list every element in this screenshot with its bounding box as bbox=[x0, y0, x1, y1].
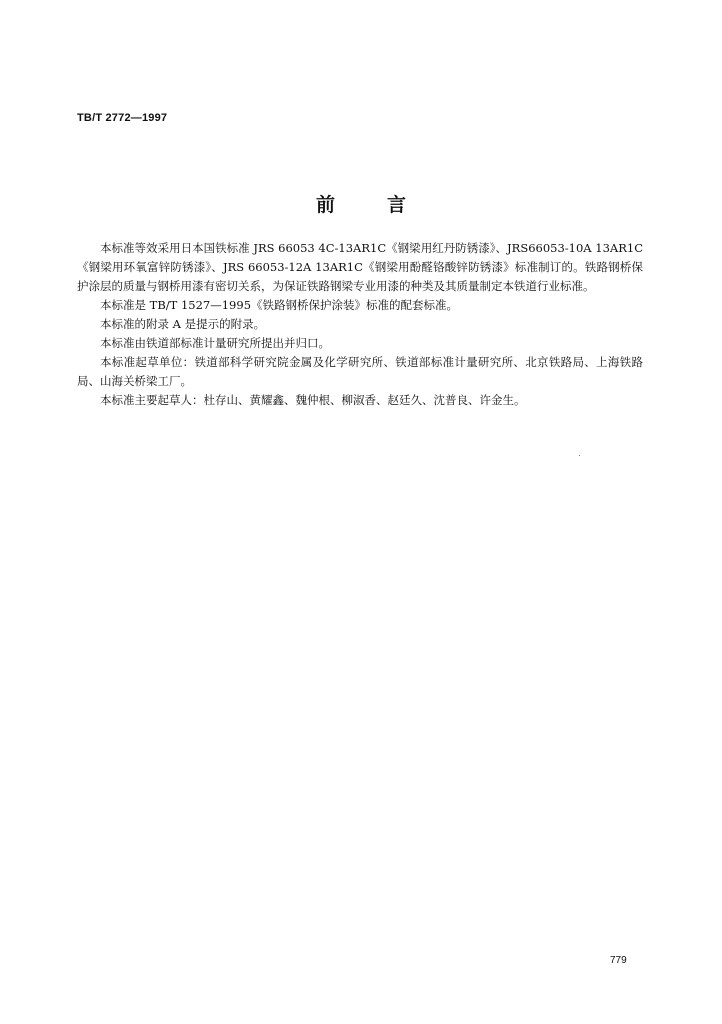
paragraph-proposer: 本标准由铁道部标准计量研究所提出并归口。 bbox=[100, 336, 330, 350]
paragraph-scope: 本标准等效采用日本国铁标准 JRS 66053 4C-13AR1C《钢梁用红丹防锈漆》、JRS66053-10A 13AR1C《钢梁用环氧富锌防锈漆》、JRS 66053-12A 13AR1C《钢梁用酚醛铬酸锌防锈漆》标准制订的。铁路钢桥保护涂层的质量与钢桥用漆有密切关系，为保证铁路钢梁专业用漆的种类及其质量制定本铁道行业标准。 bbox=[77, 241, 643, 293]
paragraph-appendix: 本标准的附录 A 是提示的附录。 bbox=[100, 317, 266, 331]
document-body bbox=[77, 239, 643, 410]
paragraph-drafting-units: 本标准起草单位：铁道部科学研究院金属及化学研究所、铁道部标准计量研究所、北京铁路局、上海铁路局、山海关桥梁工厂。 bbox=[77, 355, 643, 388]
standard-code: TB/T 2772—1997 bbox=[77, 112, 168, 124]
scan-speck bbox=[579, 455, 580, 456]
paragraph-drafters: 本标准主要起草人：杜存山、黄耀鑫、魏仲根、柳淑香、赵廷久、沈普良、许金生。 bbox=[100, 393, 526, 407]
page-title: 前言 bbox=[315, 194, 458, 216]
page-number: 779 bbox=[610, 955, 627, 966]
paragraph-companion-standard: 本标准是 TB/T 1527—1995《铁路钢桥保护涂装》标准的配套标准。 bbox=[100, 298, 459, 312]
